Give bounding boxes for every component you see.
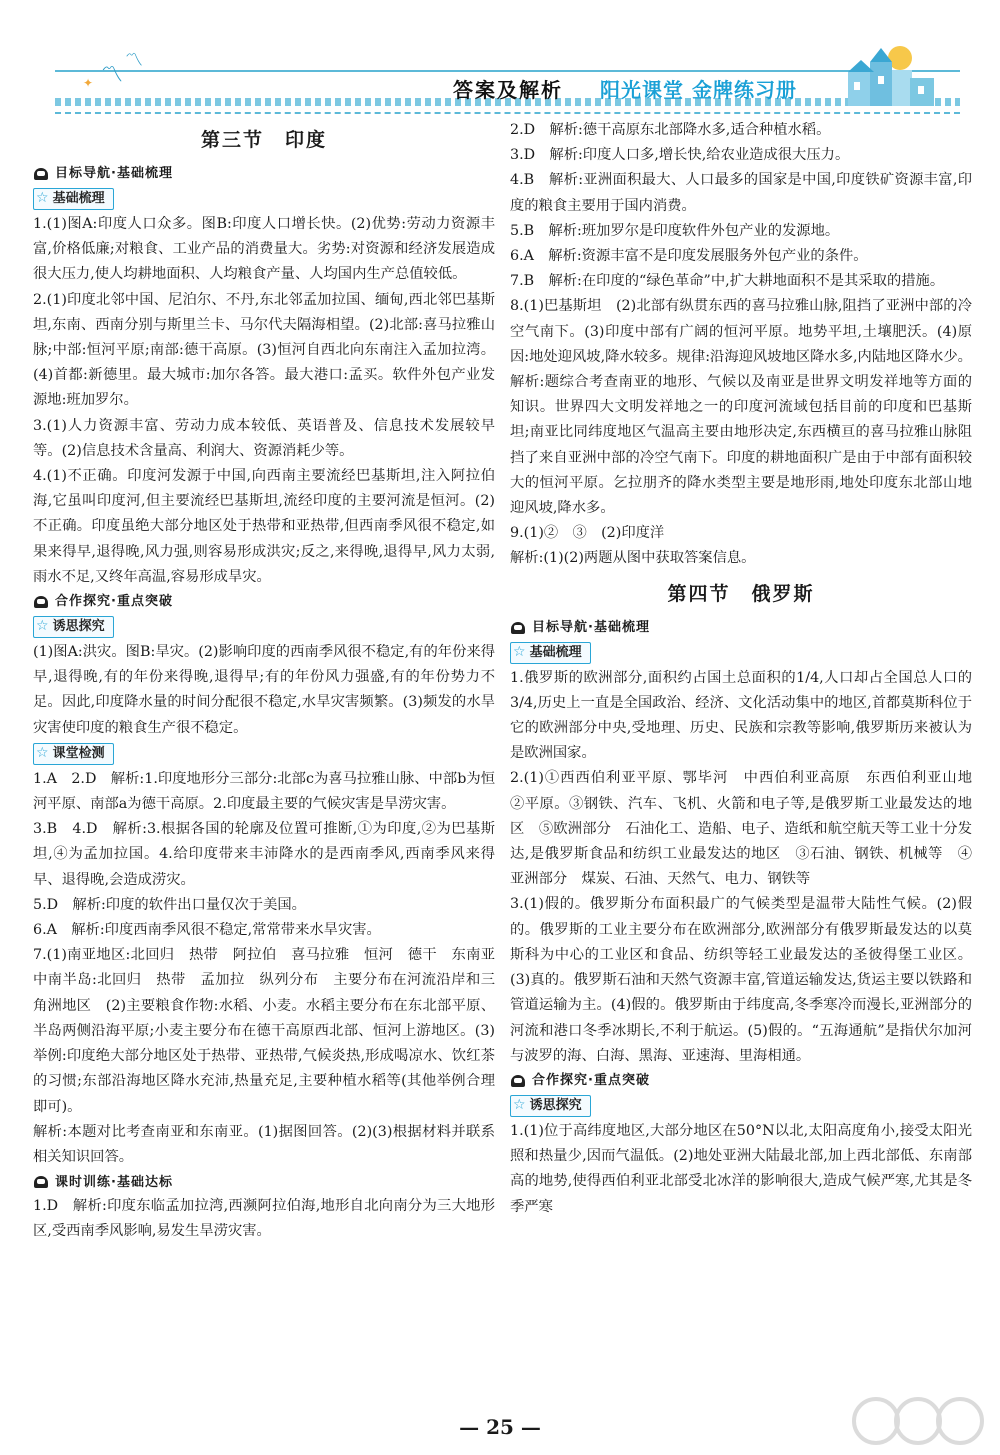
star-icon: ☆ [36,618,49,635]
subsection-label: ☆ 基础梳理 [33,187,495,211]
section-band: 目标导航·基础梳理 [510,616,972,640]
answer-paragraph: 6.A 解析:资源丰富不是印度发展服务外包产业的条件。 [510,248,868,265]
answer-paragraph: 1.(1)图A:印度人口众多。图B:印度人口增长快。(2)优势:劳动力资源丰富,价格低廉;对粮食、工业产品的消费量大。劣势:对资源和经济发展造成很大压力,使人均耕地面积、人均粮食产量、人均国内生产总值较低。 [33,216,495,283]
star-icon: ☆ [36,190,49,207]
subsection-label: ☆ 课堂检测 [33,742,495,766]
left-column [33,118,495,1245]
answer-paragraph: 3.B 4.D 解析:3.根据各国的轮廓及位置可推断,①为印度,②为巴基斯坦,④为孟加拉国。4.给印度带来丰沛降水的是西南季风,西南季风来得早、退得晚,会造成涝灾。 [33,821,495,888]
book-icon [33,167,49,181]
answer-paragraph: 1.(1)位于高纬度地区,大部分地区在50°N以北,太阳高度角小,接受太阳光照和热量少,因而气温低。(2)地处亚洲大陆最北部,加上西北部低、东南部高的地势,使得西伯利亚北部受北冰洋的影响很大,造成气候严寒,尤其是冬季严寒 [510,1122,972,1215]
star-icon: ☆ [36,745,49,762]
star-icon: ☆ [513,644,526,661]
book-icon [33,595,49,609]
subsection-label: ☆ 基础梳理 [510,641,972,665]
section-title-russia: 第四节 俄罗斯 [667,582,815,605]
subsection-label: ☆ 诱思探究 [510,1094,972,1118]
header-title: 答案及解析 [453,78,563,102]
answer-paragraph: 1.D 解析:印度东临孟加拉湾,西濒阿拉伯海,地形自北向南分为三大地形区,受西南季风影响,易发生旱涝灾害。 [33,1198,495,1240]
answer-paragraph: 9.(1)② ③ (2)印度洋 [510,525,665,542]
star-icon: ☆ [513,1097,526,1114]
section-title-india: 第三节 印度 [200,129,327,151]
answer-paragraph: 4.(1)不正确。印度河发源于中国,向西南主要流经巴基斯坦,注入阿拉伯海,它虽叫印度河,但主要流经巴基斯坦,流经印度的主要河流是恒河。(2)不正确。印度虽绝大部分地区处于热带和亚热带,但西南季风很不稳定,如果来得早,退得晚,风力强,则容易形成洪灾;反之,来得晚,退得早,风力太弱,雨水不足,又终年高温,容易形成旱灾。 [33,468,495,585]
answer-paragraph: 5.D 解析:印度的软件出口量仅次于美国。 [33,896,306,913]
answer-paragraph: 7.(1)南亚地区:北回归 热带 阿拉伯 喜马拉雅 恒河 德干 东南亚中南半岛:北回归 热带 孟加拉 纵列分布 主要分布在河流沿岸和三角洲地区 (2)主要粮食作物:水稻、小麦。水稻主要分布在东北部平原、半岛两侧沿海平原;小麦主要分布在德干高原西北部、恒河上游地区。(3)举例:印度绝大部分地区处于热带、亚热带,气候炎热,形成喝凉水、饮红茶的习惯;东部沿海地区降水充沛,热量充足,主要种植水稻等(其他举例合理即可)。 [33,947,495,1115]
book-icon [33,1175,49,1189]
castle-illustration-icon [840,42,950,106]
section-band: 合作探究·重点突破 [33,590,495,614]
section-band: 合作探究·重点突破 [510,1069,972,1093]
star-icon: ✦ [83,76,94,90]
page-header [55,40,960,110]
answer-paragraph: 2.(1)印度北邻中国、尼泊尔、不丹,东北邻孟加拉国、缅甸,西北邻巴基斯坦,东南、西南分别与斯里兰卡、马尔代夫隔海相望。(2)北部:喜马拉雅山脉;中部:恒河平原;南部:德干高原。(3)恒河自西北向东南注入孟加拉湾。(4)首都:新德里。最大城市:加尔各答。最大港口:孟买。软件外包产业发源地:班加罗尔。 [33,291,495,409]
right-column [510,118,987,1220]
watermark-logo-icon [848,1395,988,1450]
answer-paragraph: 7.B 解析:在印度的“绿色革命”中,扩大耕地面积不是其采取的措施。 [510,273,945,290]
answer-paragraph: 8.(1)巴基斯坦 (2)北部有纵贯东西的喜马拉雅山脉,阻挡了亚洲中部的冷空气南下。(3)印度中部有广阔的恒河平原。地势平坦,土壤肥沃。(4)原因:地处迎风坡,降水较多。规律:沿海迎风坡地区降水多,内陆地区降水少。 [510,298,972,365]
answer-paragraph: 4.B 解析:亚洲面积最大、人口最多的国家是中国,印度铁矿资源丰富,印度的粮食主要用于国内消费。 [510,172,972,214]
bird-icon: 〽 [125,50,143,71]
answer-paragraph: 1.俄罗斯的欧洲部分,面积约占国土总面积的1/4,人口却占全国总人口的3/4,历史上一直是全国政治、经济、文化活动集中的地区,首都莫斯科位于它的欧洲部分中央,受地理、历史、民族和宗教等影响,俄罗斯历来被认为是欧洲国家。 [510,669,972,762]
answer-paragraph: 解析:题综合考查南亚的地形、气候以及南亚是世界文明发祥地等方面的知识。世界四大文明发祥地之一的印度河流域包括目前的印度和巴基斯坦;南亚比同纬度地区气温高主要由地形决定,东西横亘的喜马拉雅山脉阻挡了来自亚洲中部的冷空气南下。印度的耕地面积广是由于中部有面积较大的恒河平原。乞拉朋齐的降水类型主要是地形雨,地处印度东北部山地迎风坡,降水多。 [510,374,972,517]
answer-paragraph: 6.A 解析:印度西南季风很不稳定,常常带来水旱灾害。 [33,922,381,939]
answer-paragraph: 1.A 2.D 解析:1.印度地形分三部分:北部c为喜马拉雅山脉、中部b为恒河平原、南部a为德干高原。2.印度最主要的气候灾害是旱涝灾害。 [33,770,495,813]
bird-icon: 〽 [101,63,124,88]
page-number: — 25 — [459,1415,541,1439]
book-icon [510,1074,526,1088]
header-brand: 阳光课堂 金牌练习册 [600,78,797,102]
answer-paragraph: 3.D 解析:印度人口多,增长快,给农业造成很大压力。 [510,147,850,164]
answer-paragraph: 3.(1)假的。俄罗斯分布面积最广的气候类型是温带大陆性气候。(2)假的。俄罗斯的工业主要分布在欧洲部分,欧洲部分有俄罗斯最发达的以莫斯科为中心的工业区和食品、纺织等轻工业最发达的圣彼得堡工业区。(3)真的。俄罗斯石油和天然气资源丰富,管道运输发达,货运主要以铁路和管道运输为主。(4)假的。俄罗斯由于纬度高,冬季寒冷而漫长,亚洲部分的河流和港口冬季冰期长,不利于航运。(5)假的。“五海通航”是指伏尔加河与波罗的海、白海、黑海、亚速海、里海相通。 [510,896,972,1064]
answer-paragraph: 解析:本题对比考查南亚和东南亚。(1)据图回答。(2)(3)根据材料并联系相关知识回答。 [33,1123,495,1165]
answer-paragraph: 5.B 解析:班加罗尔是印度软件外包产业的发源地。 [510,222,840,239]
answer-paragraph: (1)图A:洪灾。图B:旱灾。(2)影响印度的西南季风很不稳定,有的年份来得早,退得晚,有的年份来得晚,退得早;有的年份风力强盛,有的年份势力不足。因此,印度降水量的时间分配很不稳定,水旱灾害频繁。(3)频发的水旱灾害使印度的粮食生产很不稳定。 [33,644,495,736]
section-band: 课时训练·基础达标 [33,1170,495,1194]
answer-paragraph: 解析:(1)(2)两题从图中获取答案信息。 [510,550,756,567]
answer-paragraph: 2.(1)①西西伯利亚平原、鄂毕河 中西伯利亚高原 东西伯利亚山地 ②平原。③钢铁、汽车、飞机、火箭和电子等,是俄罗斯工业最发达的地区 ⑤欧洲部分 石油化工、造船、电子、造纸和航空航天等工业十分发达,是俄罗斯食品和纺织工业最发达的地区 ③石油、钢铁、机械等 ④亚洲部分 煤炭、石油、天然气、电力、钢铁等 [510,770,987,888]
answer-paragraph: 3.(1)人力资源丰富、劳动力成本较低、英语普及、信息技术发展较早等。(2)信息技术含量高、利润大、资源消耗少等。 [33,417,495,459]
subsection-label: ☆ 诱思探究 [33,615,495,639]
book-icon [510,621,526,635]
section-band: 目标导航·基础梳理 [33,162,495,186]
answer-paragraph: 2.D 解析:德干高原东北部降水多,适合种植水稻。 [510,122,831,138]
